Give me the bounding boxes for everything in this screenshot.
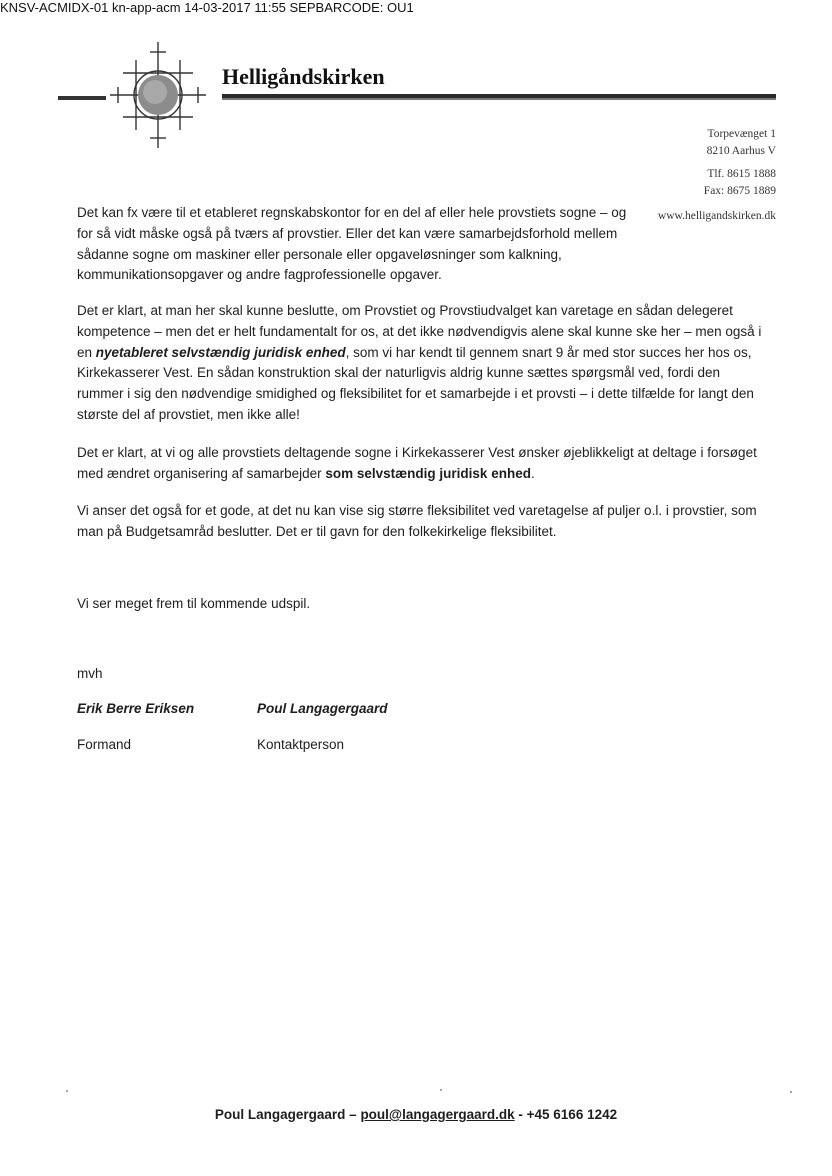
- body-paragraph-2: [77, 301, 767, 426]
- body-paragraph-1: Det kan fx være til et etableret regnskabskontor for en del af eller hele provstiets sogne – og for så vidt måske også på tværs af provstier. Eller det kan være samarbejdsforhold mellem sådanne sogne om maskiner eller personale eller opgaveløsninger som kalkning, kommunikationsopgaver og andre fagprofessionelle opgaver.: [77, 205, 627, 283]
- fax-transmission-header: KNSV-ACMIDX-01 kn-app-acm 14-03-2017 11:55 SEPBARCODE: OU1: [0, 0, 414, 15]
- paragraph-3-text-end: .: [530, 465, 535, 481]
- footer-name: Poul Langagergaard: [214, 1107, 346, 1122]
- footer-separator-1: –: [345, 1107, 361, 1122]
- paragraph-3-bold: som selvstændig juridisk enhed: [325, 465, 531, 481]
- scan-speck: [440, 1089, 442, 1091]
- signature-name-1: Erik Berre Eriksen: [77, 701, 195, 716]
- footer-email-link[interactable]: poul@langagergaard.dk: [360, 1107, 515, 1122]
- scan-speck: [790, 1091, 792, 1093]
- body-paragraph-3: [77, 443, 767, 485]
- address-city: 8210 Aarhus V: [706, 145, 776, 157]
- letterhead-rule-left: [58, 96, 106, 100]
- footer-contact: [0, 1107, 832, 1122]
- signature-name-2: Poul Langagergaard: [257, 701, 388, 716]
- signature-title-1: Formand: [77, 737, 132, 752]
- church-cross-logo-icon: [108, 40, 208, 150]
- footer-separator-2: -: [514, 1107, 527, 1122]
- body-paragraph-5: Vi ser meget frem til kommende udspil.: [77, 596, 311, 611]
- church-website-link[interactable]: www.helligandskirken.dk: [657, 210, 776, 222]
- letterhead-rule-right: [222, 94, 776, 100]
- paragraph-2-emphasis: nyetableret selvstændig juridisk enhed: [95, 344, 346, 360]
- paragraph-3-text-start: Det er klart, at vi og alle provstiets deltagende sogne i Kirkekasserer Vest ønsker øjeblikkeligt at deltage i forsøget med ændret organisering af samarbejder: [77, 445, 757, 481]
- closing-salutation: mvh: [77, 666, 103, 681]
- footer-phone: +45 6166 1242: [526, 1107, 618, 1122]
- church-fax: Fax: 8675 1889: [703, 185, 776, 197]
- scan-speck: [66, 1090, 68, 1092]
- paragraph-2-text-end: , som vi har kendt til gennem snart 9 år med stor succes her hos os, Kirkekasserer Vest. En sådan konstruktion skal der naturligvis aldrig kunne sættes spørgsmål ved, fordi den rummer i sig den nødvendige smidighed og fleksibilitet for et samarbejde i et provsti – i dette tilfælde for langt den største del af provstiet, men ikke alle!: [77, 344, 754, 422]
- paragraph-2-text-start: Det er klart, at man her skal kunne beslutte, om Provstiet og Provstiudvalget kan varetage en sådan delegeret kompetence – men det er helt fundamentalt for os, at det ikke nødvendigvis alene skal kunne ske her – men også i en: [77, 303, 762, 360]
- body-paragraph-4: Vi anser det også for et gode, at det nu kan vise sig større fleksibilitet ved varetagelse af puljer o.l. i provstier, som man på Budgetsamråd beslutter. Det er til gavn for den folkekirkelige fleksibilitet.: [77, 503, 757, 539]
- church-address-block: [704, 126, 776, 200]
- church-name: Helligåndskirken: [222, 64, 385, 89]
- address-street: Torpevænget 1: [707, 128, 776, 140]
- church-phone: Tlf. 8615 1888: [707, 168, 776, 180]
- signature-title-2: Kontaktperson: [257, 737, 345, 752]
